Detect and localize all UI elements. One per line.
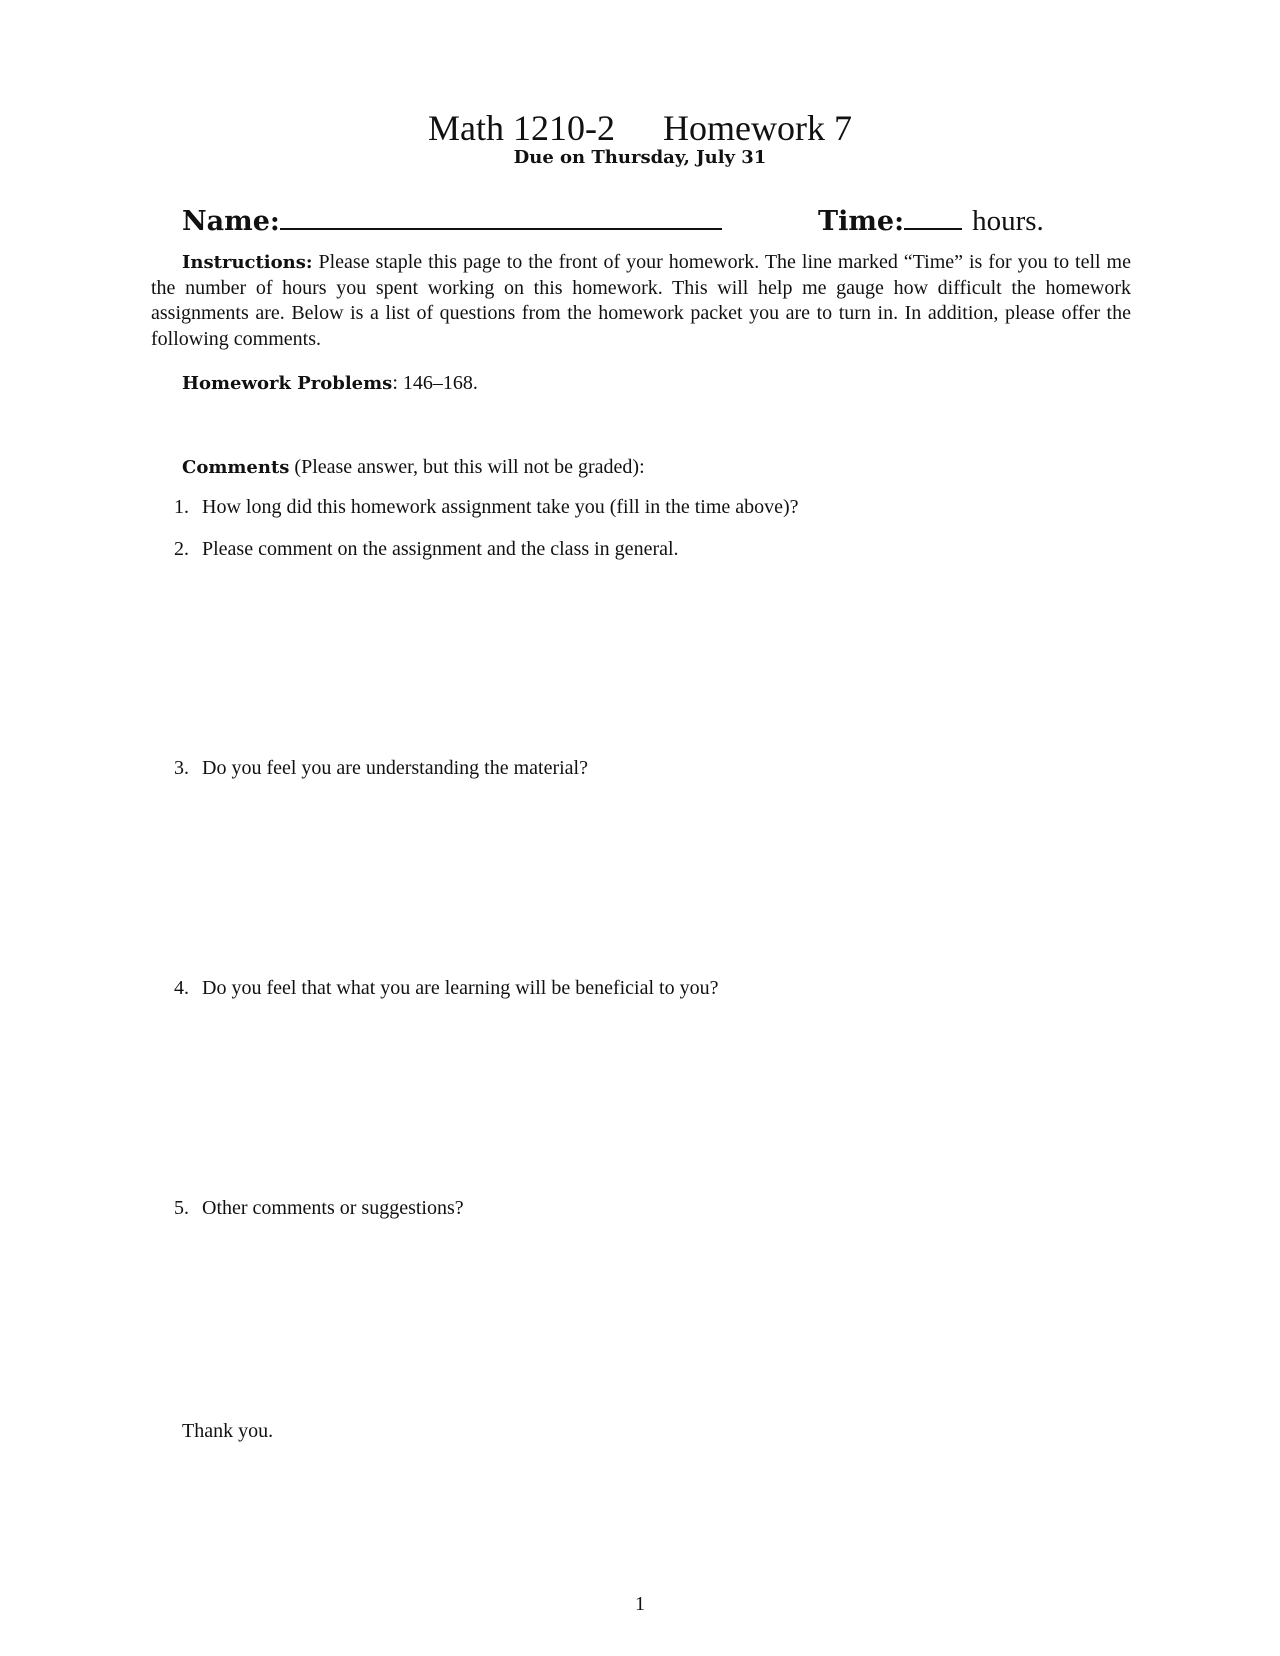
name-blank-line [280,200,722,230]
time-blank-line [904,200,962,230]
course-title: Math 1210-2 [428,108,615,148]
question-number: 5. [174,1197,189,1219]
question-item [174,1195,464,1221]
time-field [818,200,1044,240]
assignment-title: Homework 7 [663,108,852,148]
homework-problems-label: Homework Problems [182,373,393,394]
name-field [182,200,722,240]
question-item [174,755,588,781]
instructions-paragraph [151,250,1131,352]
question-text: Do you feel that what you are learning will be beneficial to you? [202,977,719,999]
question-number: 2. [174,538,189,560]
page-number: 1 [635,1593,645,1615]
instructions-text: Please staple this page to the front of your homework. The line marked “Time” is for you to tell me the number of hours you spent working on this homework. This will help me gauge how difficult the homework assignments are. Below is a list of questions from the homework packet you are to turn in. In addition, please offer the following comments. [151,251,1131,350]
name-label: Name: [182,206,280,237]
comments-label: Comments [182,457,290,478]
question-text: How long did this homework assignment take you (fill in the time above)? [202,496,799,518]
due-date: Due on Thursday, July 31 [513,147,767,168]
page-title [0,106,1280,150]
question-item [174,975,718,1001]
homework-problems-value: : 146–168. [392,372,478,394]
question-item [174,494,799,520]
question-text: Do you feel you are understanding the material? [202,757,588,779]
question-text: Please comment on the assignment and the class in general. [202,538,679,560]
instructions-label: Instructions: [182,252,313,273]
homework-problems [182,370,478,397]
closing-text: Thank you. [182,1420,274,1442]
question-number: 4. [174,977,189,999]
comments-note: (Please answer, but this will not be graded): [289,456,645,478]
time-label: Time: [818,206,905,237]
question-item [174,536,679,562]
question-text: Other comments or suggestions? [202,1197,464,1219]
question-number: 1. [174,496,189,518]
question-number: 3. [174,757,189,779]
time-unit: hours. [972,205,1044,237]
comments-heading [182,454,645,481]
